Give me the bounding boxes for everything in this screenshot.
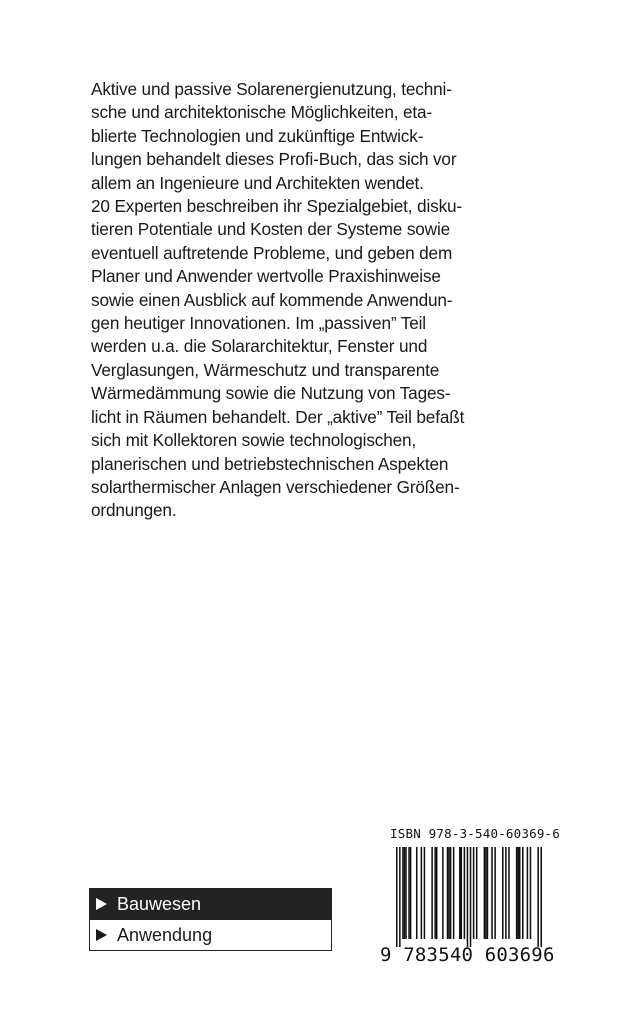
barcode-bar [494, 847, 496, 939]
barcode-bar [502, 847, 504, 939]
barcode-bar [408, 847, 410, 939]
barcode-digits: 9 783540 603696 [380, 944, 555, 966]
barcode-bar [453, 847, 455, 939]
barcode-bar [410, 847, 412, 939]
barcode-bar [436, 847, 438, 939]
barcode [396, 847, 542, 947]
barcode-bar [508, 847, 510, 939]
barcode-bar [527, 847, 529, 939]
barcode-guard-bar [396, 847, 398, 947]
category-anwendung [90, 919, 331, 950]
barcode-bar [464, 847, 466, 939]
barcode-bar [519, 847, 521, 939]
category-label: Bauwesen [117, 893, 202, 914]
barcode-bar [530, 847, 532, 939]
triangle-right-icon [96, 898, 107, 910]
barcode-bar [442, 847, 444, 939]
barcode-bar [505, 847, 507, 939]
barcode-bar [476, 847, 478, 939]
barcode-bar [448, 847, 450, 939]
barcode-guard-bar [470, 847, 472, 947]
barcode-bar [424, 847, 426, 939]
barcode-bar [447, 847, 449, 939]
barcode-bar [431, 847, 433, 939]
barcode-bar [487, 847, 489, 939]
barcode-bar [485, 847, 487, 939]
barcode-bar [405, 847, 407, 939]
barcode-bar [402, 847, 404, 939]
barcode-bar [517, 847, 519, 939]
barcode-bar [473, 847, 475, 939]
barcode-bar [416, 847, 418, 939]
category-box [89, 888, 332, 951]
isbn-block [380, 826, 560, 841]
category-bauwesen [90, 889, 331, 919]
barcode-bar [421, 847, 423, 939]
barcode-guard-bar [399, 847, 401, 947]
barcode-guard-bar [537, 847, 539, 947]
barcode-bar [450, 847, 452, 939]
barcode-bar [461, 847, 463, 939]
barcode-bar [459, 847, 461, 939]
isbn-label: ISBN 978-3-540-60369-6 [390, 826, 560, 841]
barcode-bar [516, 847, 518, 939]
barcode-bar [491, 847, 493, 939]
barcode-bar [484, 847, 486, 939]
barcode-guard-bar [467, 847, 469, 947]
triangle-right-icon [96, 929, 107, 941]
category-label: Anwendung [117, 924, 213, 945]
barcode-guard-bar [540, 847, 542, 947]
barcode-bar [522, 847, 524, 939]
barcode-bar [434, 847, 436, 939]
barcode-bar [404, 847, 406, 939]
back-cover-blurb: Aktive und passive Solarenergienutzung, techni- sche und architektonische Möglichkeiten, eta- blierte Technologien und zukünftige Entwick- lungen behandelt dieses Profi-Buch, das sich vor allem an Ingenieure und Architekten wendet. 20 Experten beschreiben ihr Spezialgebiet, disku- tieren Potentiale und Kosten der Systeme sowie eventuell auftretende Probleme, und geben dem Planer und Anwender wertvolle Praxishinweise sowie einen Ausblick auf kommende Anwendun- gen heutiger Innovationen. Im „passiven” Teil werden u.a. die Solararchitektur, Fenster und Verglasungen, Wärmeschutz und transparente Wärmedämmung sowie die Nutzung von Tages- licht in Räumen behandelt. Der „aktive” Teil befaßt sich mit Kollektoren sowie technologischen, planerischen und betriebstechnischen Aspekten solarthermischer Anlagen verschiedener Größen- ordnungen. [91, 79, 465, 521]
